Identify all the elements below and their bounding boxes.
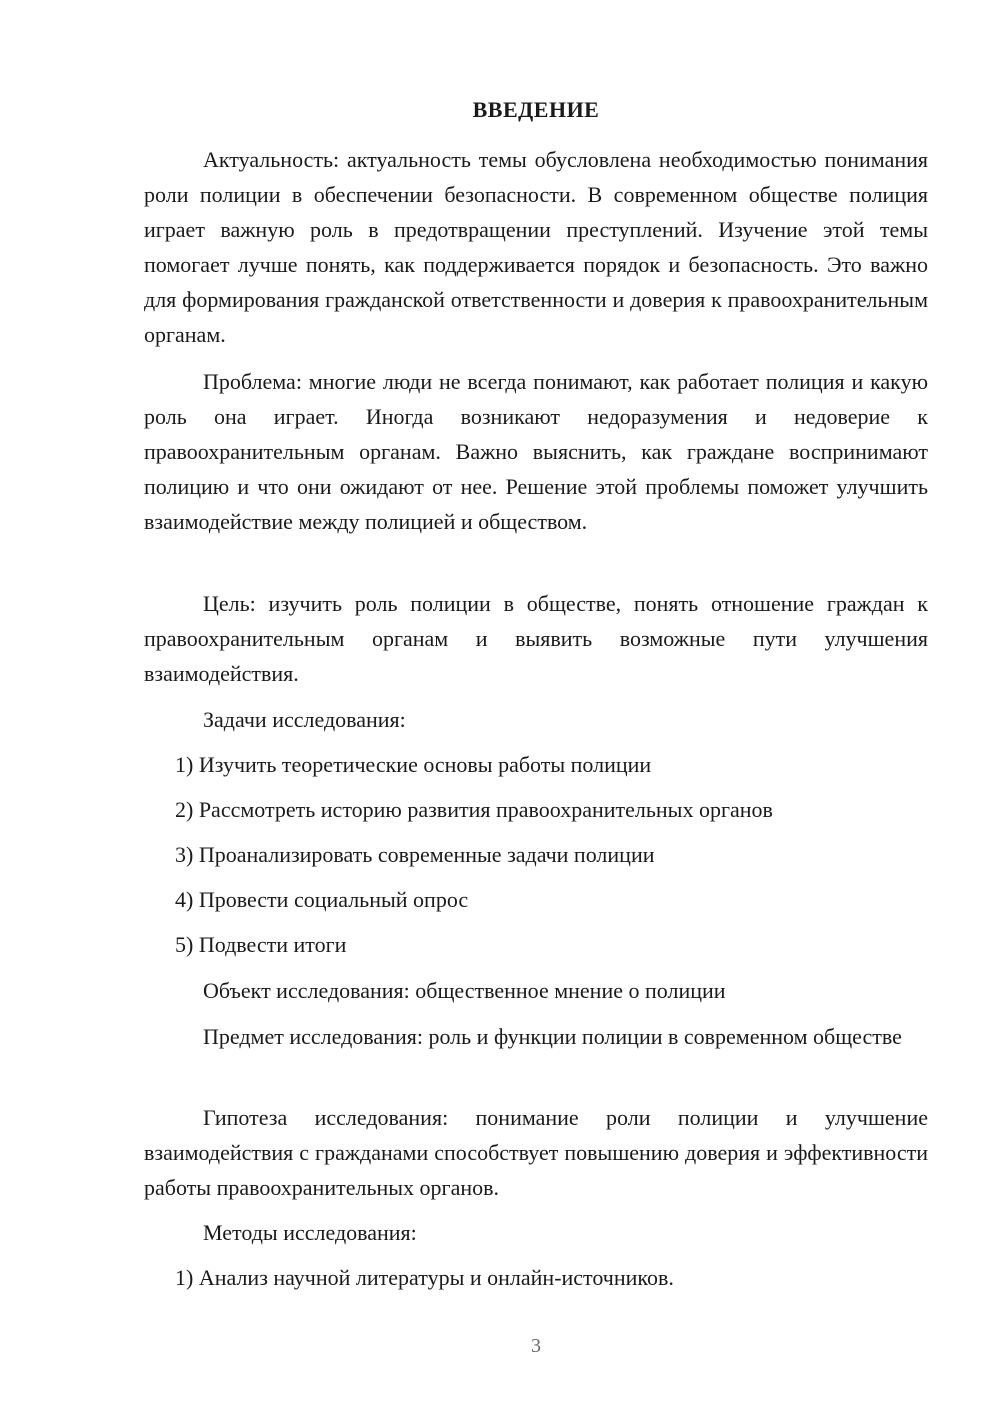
methods-heading: Методы исследования: [203,1220,417,1245]
paragraph-problem: Проблема: многие люди не всегда понимают, как работает полиция и какую роль она играет. Иногда возникают недоразумения и недоверие к правоохранительным органам. Важно выяснить, как граждане воспринимают полицию и что они ожидают от нее. Решение этой проблемы поможет улучшить взаимодействие между полицией и обществом. [144,369,928,534]
task-item: 3) Проанализировать современные задачи полиции [175,842,655,867]
task-item: 1) Изучить теоретические основы работы полиции [175,752,652,777]
paragraph-hypothesis: Гипотеза исследования: понимание роли полиции и улучшение взаимодействия с гражданами способствует повышению доверия и эффективности работы правоохранительных органов. [144,1105,928,1200]
task-item: 4) Провести социальный опрос [175,887,469,912]
page-number: 3 [531,1335,541,1357]
paragraph-object: Объект исследования: общественное мнение о полиции [203,978,726,1003]
method-item: 1) Анализ научной литературы и онлайн-источников. [175,1265,674,1290]
paragraph-relevance: Актуальность: актуальность темы обусловлена необходимостью понимания роли полиции в обеспечении безопасности. В современном обществе полиция играет важную роль в предотвращении преступлений. Изучение этой темы помогает лучше понять, как поддерживается порядок и безопасность. Это важно для формирования гражданской ответственности и доверия к правоохранительным органам. [144,147,928,347]
paragraph-goal: Цель: изучить роль полиции в обществе, понять отношение граждан к правоохранительным органам и выявить возможные пути улучшения взаимодействия. [144,591,928,686]
task-item: 2) Рассмотреть историю развития правоохранительных органов [175,797,773,822]
tasks-heading: Задачи исследования: [203,707,406,732]
task-item: 5) Подвести итоги [175,932,347,957]
paragraph-subject: Предмет исследования: роль и функции полиции в современном обществе [203,1024,902,1049]
section-title: ВВЕДЕНИЕ [472,97,600,122]
